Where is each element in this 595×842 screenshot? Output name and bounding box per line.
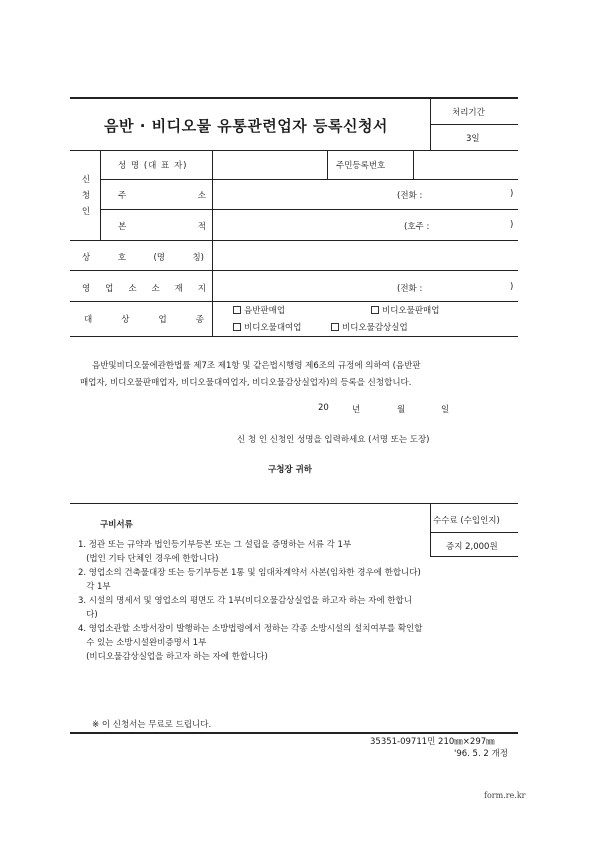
checkbox-icon[interactable]	[233, 323, 241, 331]
date-year: 20	[318, 403, 329, 413]
row-line-type	[70, 301, 518, 302]
list-item: 각 1부	[78, 582, 111, 592]
fee-divider	[430, 532, 518, 533]
type-option-video-rental[interactable]: 비디오물대여업	[233, 321, 301, 333]
form-title: 음반 · 비디오물 유통관련업자 등록신청서	[104, 117, 388, 135]
address-phone-label: (전화 :	[397, 191, 423, 201]
title-row-bottom	[70, 150, 518, 151]
type-option-record-sales[interactable]: 음반판매업	[233, 304, 285, 316]
name-field[interactable]	[214, 152, 325, 178]
checkbox-icon[interactable]	[233, 306, 241, 314]
location-phone-close: )	[510, 282, 514, 292]
processing-period-label: 처리기간	[452, 108, 485, 118]
trade-name-field[interactable]	[214, 242, 514, 268]
form-bottom-border	[70, 732, 518, 734]
domicile-label: 본 적	[118, 222, 206, 232]
location-phone-label: (전화 :	[397, 284, 423, 294]
id-left-divider	[327, 150, 328, 179]
site-watermark: form.re.kr	[484, 791, 526, 800]
row-line-location	[70, 270, 518, 271]
list-item: (법인 기타 단체인 경우에 한합니다)	[78, 554, 219, 564]
address-label: 주 소	[118, 191, 206, 201]
type-option-video-sales[interactable]: 비디오물판매업	[371, 304, 439, 316]
processing-divider	[430, 124, 518, 125]
checkbox-icon[interactable]	[371, 306, 379, 314]
processing-left-border	[430, 97, 431, 150]
domicile-field[interactable]	[214, 211, 514, 237]
name-label: 성 명 (대 표 자)	[118, 161, 188, 171]
trade-name-label: 상 호 (명 칭)	[82, 253, 204, 263]
label-column-divider	[212, 150, 213, 336]
date-day-unit: 일	[441, 405, 450, 415]
list-item: 3. 시설의 명세서 및 영업소의 평면도 각 1부(비디오물감상실업을 하고자 하는 자에 한합니	[78, 596, 412, 606]
resident-id-label: 주민등록번호	[336, 161, 386, 171]
processing-period-value: 3일	[466, 134, 480, 144]
business-location-field[interactable]	[214, 272, 514, 298]
business-type-label: 대 상 업 종	[84, 315, 204, 325]
business-location-label: 영 업 소 소 재 지	[82, 284, 206, 294]
address-field[interactable]	[214, 181, 514, 207]
row-line-address	[100, 179, 518, 180]
type-option-video-viewing-room[interactable]: 비디오물감상실업	[331, 321, 408, 333]
date-month-unit: 월	[397, 405, 406, 415]
fee-value: 증지 2,000원	[446, 542, 498, 552]
date-year-unit: 년	[352, 405, 361, 415]
required-documents-heading: 구비서류	[100, 520, 133, 530]
row-line-trade	[70, 240, 518, 241]
row-line-domicile	[100, 209, 518, 210]
application-statement: 음반및비디오물에관한법률 제7조 제1항 및 같은법시행령 제6조의 규정에 의하여 (음반판 매업자, 비디오물판매업자, 비디오물대여업자, 비디오물감상실업자)의 등록을 신청합니다.	[80, 361, 421, 388]
required-documents-list	[78, 538, 518, 664]
id-right-divider	[413, 150, 414, 179]
row-line-statement	[70, 336, 518, 337]
form-code: 35351-09711민 210㎜×297㎜	[370, 737, 495, 747]
revision-date: '96. 5. 2 개정	[454, 749, 508, 759]
list-item: (비디오물감상실업을 하고자 하는 자에 한합니다)	[78, 652, 268, 662]
list-item: 1. 정관 또는 규약과 법인등기부등본 또는 그 설립을 증명하는 서류 각 1부	[78, 540, 352, 550]
resident-id-field[interactable]	[415, 152, 516, 178]
form-top-border	[70, 97, 518, 99]
list-item: 2. 영업소의 건축물대장 또는 등기부등본 1통 및 임대차계약서 사본(임차한 경우에 한합니다)	[78, 568, 421, 578]
applicant-group-label: 신 청 인	[81, 175, 91, 217]
list-item: 다)	[78, 610, 98, 620]
domicile-head-label: (호주 :	[404, 222, 430, 232]
domicile-head-close: )	[510, 220, 514, 230]
row-line-requirements	[70, 503, 518, 504]
free-form-note: ※ 이 신청서는 무료로 드립니다.	[92, 720, 212, 730]
fee-label: 수수료 (수입인지)	[433, 516, 500, 526]
address-phone-close: )	[510, 189, 514, 199]
list-item: 수 있는 소방시설완비증명서 1부	[78, 638, 207, 648]
list-item: 4. 영업소관할 소방서장이 발행하는 소방법령에서 정하는 각종 소방시설의 설치여부를 확인할	[78, 624, 423, 634]
applicant-signature-line[interactable]: 신 청 인 신청인 성명을 입력하세요 (서명 또는 도장)	[237, 435, 430, 445]
addressee: 구청장 귀하	[268, 465, 313, 475]
applicant-group-divider	[100, 150, 101, 240]
checkbox-icon[interactable]	[331, 323, 339, 331]
